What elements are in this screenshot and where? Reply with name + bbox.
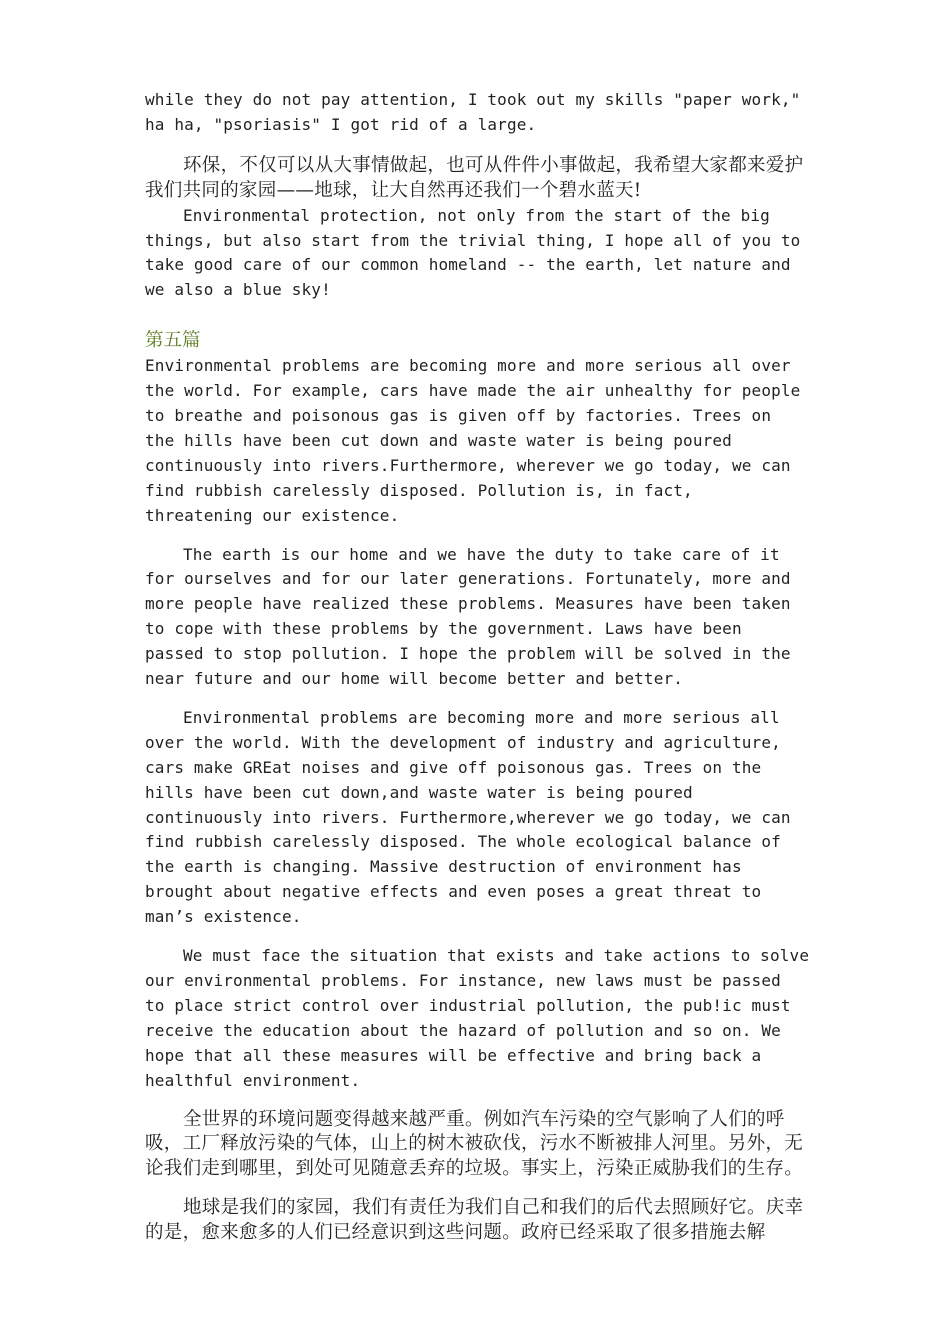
section-heading: 第五篇 bbox=[145, 330, 201, 352]
paragraph-earth-is-our-home: The earth is our home and we have the duty to take care of it for ourselves and for our later generations. Fortunately, more and more people have realized these problems. Measures have been taken to cope with these problems by the government. Laws have been passed to stop pollution. I hope the problem will be solved in the near future and our home will become better and better. bbox=[145, 544, 801, 689]
paragraph-face-the-situation: We must face the situation that exists and take actions to solve our environmental problems. For instance, new laws must be passed to place strict control over industrial pollution, the pub!ic must receive the education about the hazard of pollution and so on. We hope that all these measures will be effective and bring back a healthful environment. bbox=[145, 946, 819, 1090]
paragraph-development-of-industry: Environmental problems are becoming more and more serious all over the world. With the development of industry and agriculture, cars make GREat noises and give off poisonous gas. Trees on the hills have been cut down,and waste water is being poured continuously into rivers. Furthermore,wherever we go today, we can find rubbish carelessly disposed. The whole ecological balance of the earth is changing. Massive destruction of environment has brought about negative effects and even poses a great threat to man’s existence. bbox=[145, 707, 801, 927]
document-page bbox=[145, 88, 819, 1246]
paragraph-zh-environmental-protection: 环保，不仅可以从大事情做起，也可从件件小事做起，我希望大家都来爱护我们共同的家园——地球，让大自然再还我们一个碧水蓝天! bbox=[145, 154, 804, 201]
paragraph-zh-earth-home: 地球是我们的家园，我们有责任为我们自己和我们的后代去照顾好它。庆幸的是，愈来愈多的人们已经意识到这些问题。政府已经采取了很多措施去解 bbox=[145, 1197, 804, 1244]
paragraph-zh-world-environment: 全世界的环境问题变得越来越严重。例如汽车污染的空气影响了人们的呼吸，工厂释放污染的气体，山上的树木被砍伐，污水不断被排人河里。另外，无论我们走到哪里，到处可见随意丢弃的垃圾。事实上，污染正威胁我们的生存。 bbox=[145, 1108, 804, 1180]
paragraph-continuation: while they do not pay attention, I took out my skills "paper work," ha ha, "psoriasis" I got rid of a large. bbox=[145, 90, 811, 134]
paragraph-en-environmental-protection: Environmental protection, not only from the start of the big things, but also start from the trivial thing, I hope all of you to take good care of our common homeland -- the earth, let nature and we also a blue sky! bbox=[145, 205, 811, 300]
paragraph-environmental-problems: Environmental problems are becoming more and more serious all over the world. For example, cars have made the air unhealthy for people to breathe and poisonous gas is given off by factories. Trees on the hills have been cut down and waste water is being poured continuously into rivers.Furthermore, wherever we go today, we can find rubbish carelessly disposed. Pollution is, in fact, threatening our existence. bbox=[145, 356, 811, 525]
